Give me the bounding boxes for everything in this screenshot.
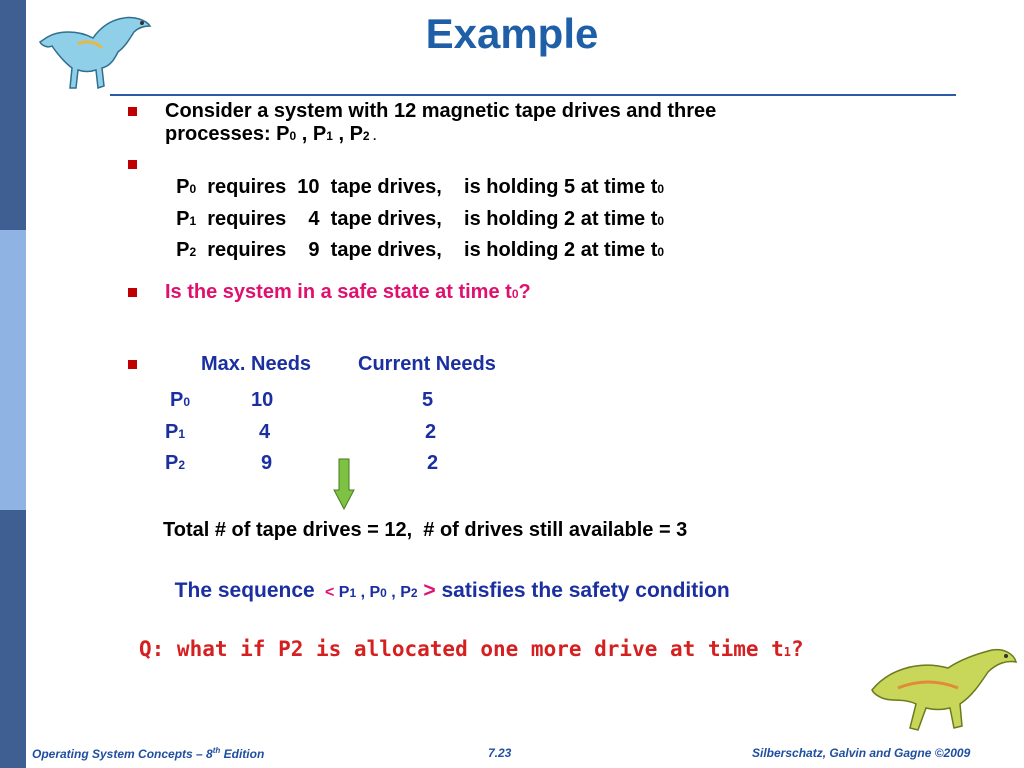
total-drives-line: Total # of tape drives = 12, # of drives still available = 3 [163, 519, 688, 541]
table-row-p0-max: 10 [251, 389, 274, 411]
sidebar-segment-bottom [0, 510, 26, 768]
safe-sequence-line [163, 555, 730, 603]
table-row-p1-current: 2 [425, 421, 437, 443]
process-label: P [165, 421, 179, 443]
process-label: P [176, 208, 190, 230]
down-arrow-icon [333, 458, 355, 510]
question-text: Is the system in a safe state at time t [165, 281, 512, 303]
requirement-line-p2 [165, 216, 664, 262]
sub: 2 [410, 586, 418, 600]
requirement-text: requires 9 tape drives, is holding 2 at time t [196, 239, 658, 261]
footer-book-text: Operating System Concepts – 8 [32, 747, 213, 761]
process-label: P [170, 389, 184, 411]
table-row-p2-current: 2 [427, 452, 439, 474]
intro-line-1: Consider a system with 12 magnetic tape drives and three [165, 100, 717, 122]
sep: , [356, 584, 370, 601]
dinosaur-bottom-icon [868, 640, 1018, 740]
sub-2: 2 [362, 129, 370, 143]
sequence-tail: satisfies the safety condition [435, 579, 730, 602]
followup-text: Q: what if P2 is allocated one more drive at time t [139, 637, 784, 661]
sidebar-segment-middle [0, 230, 26, 510]
followup-question [139, 637, 804, 661]
table-row-p1-label [165, 421, 185, 444]
requirement-text: requires 10 tape drives, is holding 5 at time t [196, 176, 658, 198]
sub-0: 0 [289, 129, 297, 143]
page-number: 7.23 [488, 746, 512, 760]
left-sidebar [0, 0, 26, 768]
bullet-marker [128, 160, 137, 169]
process-label: P [176, 176, 190, 198]
sub: 2 [189, 245, 197, 259]
table-header-current: Current Needs [358, 353, 496, 375]
sub: 1 [783, 645, 792, 659]
sub: 0 [657, 182, 665, 196]
sub: 1 [189, 214, 197, 228]
footer-sup: th [212, 746, 221, 755]
footer-copyright: Silberschatz, Galvin and Gagne ©2009 [752, 746, 971, 760]
sep: , P [296, 123, 327, 145]
slide-title: Example [425, 10, 599, 57]
end-dot: . [369, 129, 377, 143]
sep: , P [332, 123, 363, 145]
sub: 0 [183, 395, 191, 409]
sub: 0 [657, 245, 665, 259]
safe-state-question [165, 281, 531, 304]
sep: , [386, 584, 401, 601]
process-label: P [400, 584, 411, 601]
bullet-marker [128, 107, 137, 116]
footer-book-title [32, 746, 264, 761]
table-header-max: Max. Needs [201, 353, 312, 375]
requirement-text: requires 4 tape drives, is holding 2 at time t [196, 208, 658, 230]
sub: 0 [189, 182, 197, 196]
bullet-marker [128, 288, 137, 297]
intro-line-2 [165, 123, 376, 146]
sub: 1 [349, 586, 357, 600]
question-mark: ? [791, 637, 804, 661]
intro-processes-label: processes: P [165, 123, 290, 145]
sub-1: 1 [326, 129, 333, 143]
angle-open: < [320, 584, 339, 601]
table-row-p0-current: 5 [422, 389, 434, 411]
bullet-marker [128, 360, 137, 369]
sub: 1 [178, 427, 186, 441]
table-row-p2-max: 9 [261, 452, 273, 474]
process-label: P [369, 584, 381, 601]
sequence-label: The sequence [174, 579, 321, 602]
table-row-p0-label [170, 389, 190, 412]
footer-edition: Edition [220, 747, 265, 761]
sub: 2 [178, 458, 186, 472]
question-mark: ? [518, 281, 531, 303]
angle-close: > [417, 579, 436, 602]
process-label: P [338, 584, 350, 601]
title-divider [110, 94, 956, 96]
process-label: P [165, 452, 179, 474]
process-label: P [176, 239, 190, 261]
sub: 0 [657, 214, 665, 228]
table-row-p2-label [165, 452, 185, 475]
sub: 0 [380, 586, 387, 600]
table-row-p1-max: 4 [259, 421, 271, 443]
sub: 0 [511, 287, 519, 301]
